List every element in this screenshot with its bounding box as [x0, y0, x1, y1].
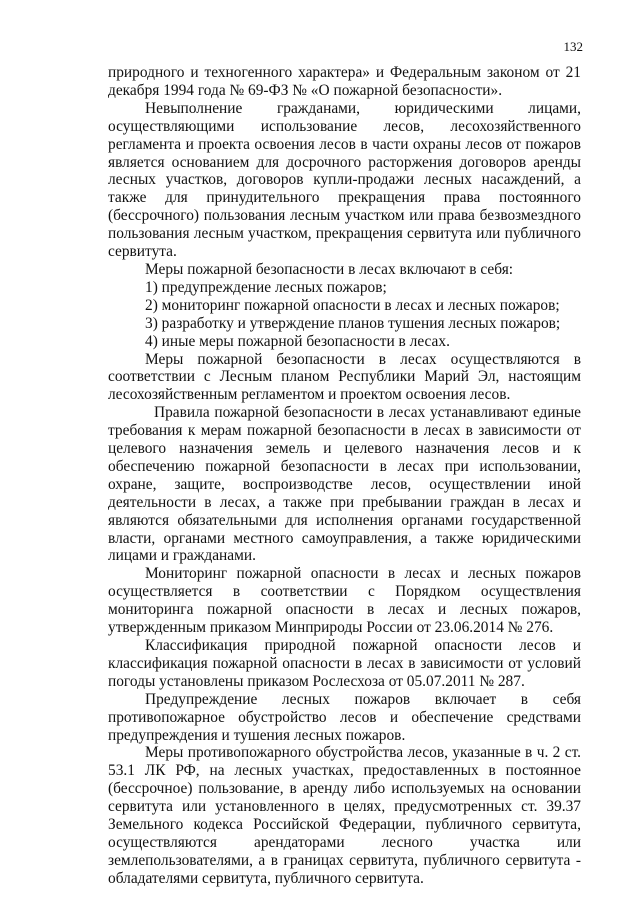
- list-item-other-measures: 4) иные меры пожарной безопасности в лесах.: [145, 332, 450, 350]
- paragraph-prevention: Предупреждение лесных пожаров включает в себя противопожарное обустройство лесов и обеспечение средствами предупреждения и тушения лесных пожаров.: [108, 690, 581, 744]
- list-item-monitoring: 2) мониторинг пожарной опасности в лесах и лесных пожаров;: [145, 296, 560, 314]
- paragraph-measures-intro: Меры пожарной безопасности в лесах включают в себя:: [145, 260, 514, 278]
- paragraph-classification: Классификация природной пожарной опасности лесов и классификация пожарной опасности в лесах в зависимости от условий погоды установлены приказом Рослесхоза от 05.07.2011 № 287.: [108, 637, 581, 690]
- list-item-prevention: 1) предупреждение лесных пожаров;: [145, 278, 387, 296]
- document-body: [108, 64, 581, 888]
- paragraph-monitoring-order: Мониторинг пожарной опасности в лесах и лесных пожаров осуществляется в соответствии с Порядком осуществления мониторинга пожарной опасности в лесах и лесных пожаров, утвержденным приказом Минприроды России от 23.06.2014 № 276.: [108, 565, 581, 637]
- paragraph-fire-rules: Правила пожарной безопасности в лесах устанавливают единые требования к мерам пожарной безопасности в лесах в зависимости от целевого назначения земель и целевого назначения лесов и к обеспечению пожарной безопасности в лесах при использовании, охране, защите, воспроизводстве лесов, осуществлении иной деятельности в лесах, а также при пребывании граждан в лесах и являются обязательными для исполнения органами государственной власти, органами местного самоуправления, а также юридическими лицами и гражданами.: [108, 404, 581, 565]
- paragraph-noncompliance: Невыполнение гражданами, юридическими лицами, осуществляющими использование лесов, лесохозяйственного регламента и проекта освоения лесов в части охраны лесов от пожаров является основанием для досрочного расторжения договоров аренды лесных участков, договоров купли-продажи лесных насаждений, а также для принудительного прекращения права постоянного (бессрочного) пользования лесным участком или права безвозмездного пользования лесным участком, прекращения сервитута или публичного сервитута.: [108, 99, 581, 261]
- list-item-extinguishing-plans: 3) разработку и утверждение планов тушения лесных пожаров;: [145, 314, 561, 332]
- paragraph-measures-basis: Меры пожарной безопасности в лесах осуществляются в соответствии с Лесным планом Республики Марий Эл, настоящим лесохозяйственным регламентом и проектом освоения лесов.: [108, 350, 581, 404]
- paragraph-law-reference: природного и техногенного характера» и Федеральным законом от 21 декабря 1994 года № 69-ФЗ № «О пожарной безопасности».: [108, 64, 581, 99]
- paragraph-arrangement-measures: Меры противопожарного обустройства лесов, указанные в ч. 2 ст. 53.1 ЛК РФ, на лесных участках, предоставленных в постоянное (бессрочное) пользование, в аренду либо используемых на основании сервитута или установленного в целях, предусмотренных ст. 39.37 Земельного кодекса Российской Федерации, публичного сервитута, осуществляются арендаторами лесного участка или землепользователями, а в границах сервитута, публичного сервитута - обладателями сервитута, публичного сервитута.: [108, 744, 581, 887]
- page-number: 132: [563, 39, 583, 54]
